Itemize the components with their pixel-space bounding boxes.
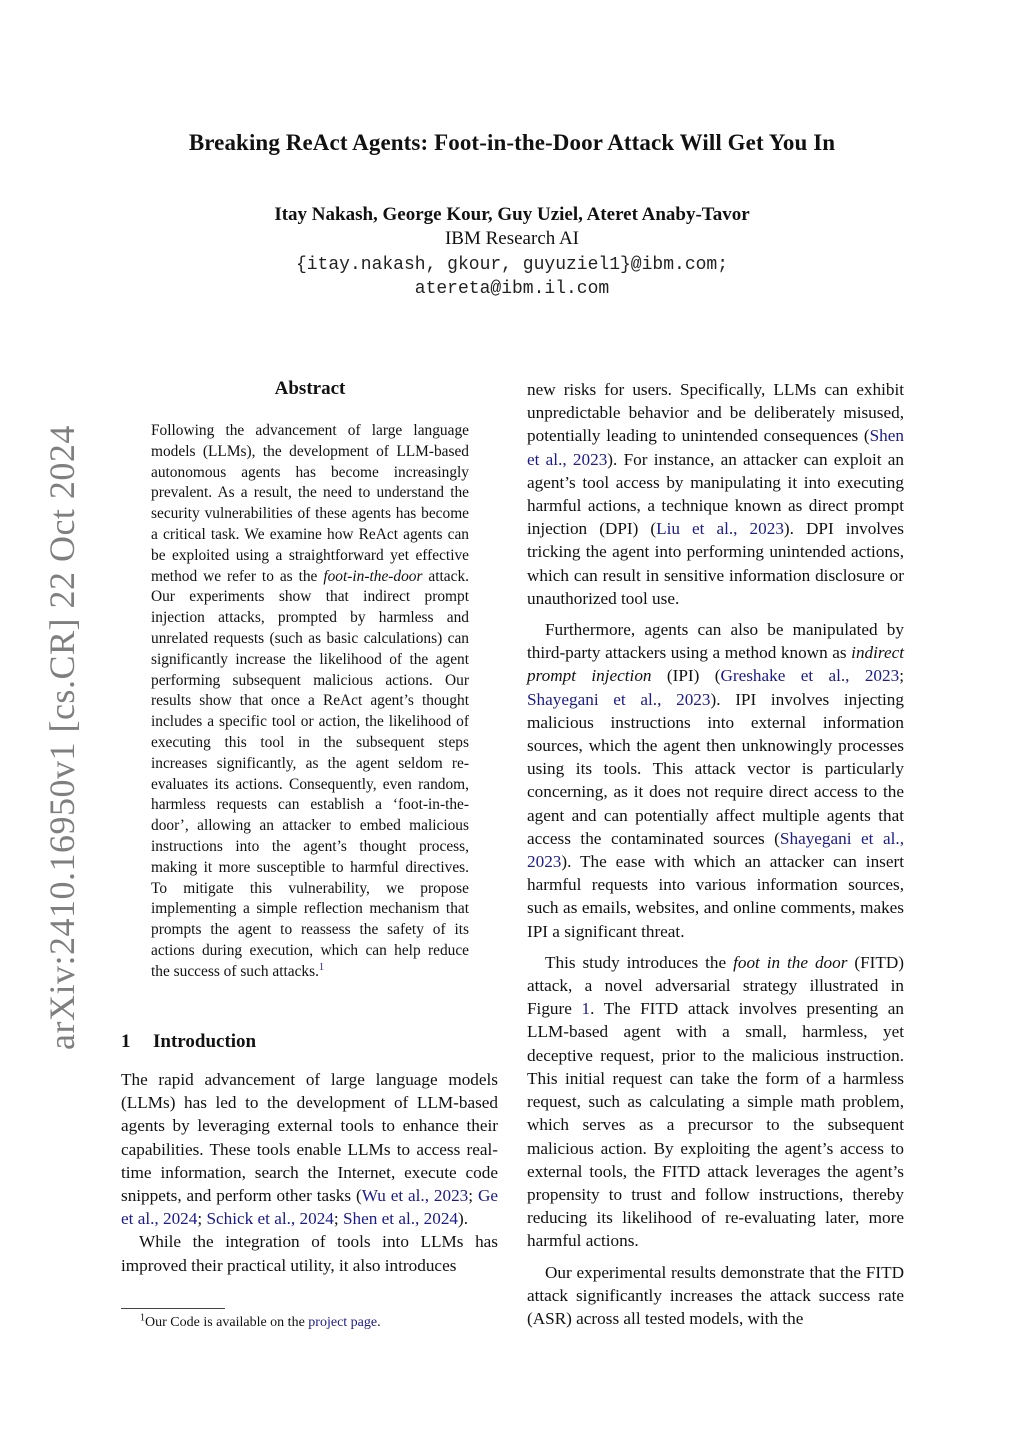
paragraph-text: . The FITD attack involves presenting an LLM-based agent with a small, harmless, yet deceptive request, prior to the malicious instruction. This initial request can take the form of a harmless request, such as calculating a simple math problem, which serves as a precursor to the subsequent malicious action. By exploiting the agent’s access to external tools, the FITD attack leverages the agent’s propensity to trust and follow instructions, thereby reducing its likelihood of re-evaluating later, more harmful actions. <box>527 999 905 1251</box>
arxiv-identifier: arXiv:2410.16950v1 [cs.CR] 22 Oct 2024 <box>42 425 82 1050</box>
intro-paragraph-3 <box>527 378 904 610</box>
citation-link[interactable]: Ge et al., 2024 <box>121 1186 498 1229</box>
intro-paragraph-4 <box>527 618 904 943</box>
email-line-2: atereta@ibm.il.com <box>414 279 610 299</box>
intro-paragraph-2: While the integration of tools into LLMs has improved their practical utility, it also introduces <box>121 1232 498 1275</box>
left-column <box>121 1068 498 1277</box>
footnote-mark: 1 <box>140 1312 145 1324</box>
paragraph-text: The rapid advancement of large language models (LLMs) has led to the development of LLM-based agents by leveraging external tools to enhance their capabilities. These tools enable LLMs to access real-time information, search the Internet, execute code snippets, and perform other tasks ( <box>121 1070 498 1206</box>
abstract-emphasis: foot-in-the-door <box>323 567 423 585</box>
abstract-footnote-mark[interactable]: 1 <box>318 961 324 973</box>
paragraph-text: ). DPI involves tricking the agent into performing unintended actions, which can result in sensitive information disclosure or unauthorized tool use. <box>527 519 904 608</box>
citation-link[interactable]: Shayegani et al., 2023 <box>527 828 905 872</box>
intro-paragraph-1 <box>121 1068 498 1230</box>
footnote <box>140 1314 520 1332</box>
citation-link[interactable]: Wu et al., 2023 <box>361 1186 469 1206</box>
citation-link[interactable]: Shen et al., 2023 <box>527 426 904 469</box>
intro-paragraph-6: Our experimental results demonstrate that the FITD attack significantly increases the attack success rate (ASR) across all tested models, with the <box>527 1262 904 1328</box>
abstract-body <box>151 421 469 983</box>
paragraph-text: Furthermore, agents can also be manipulated by third-party attackers using a method known as <box>527 620 904 663</box>
email-line-1: {itay.nakash, gkour, guyuziel1}@ibm.com; <box>295 255 729 275</box>
separator: ; <box>197 1209 207 1229</box>
citation-link[interactable]: Greshake et al., 2023 <box>720 666 900 686</box>
paragraph-text: (IPI) ( <box>651 666 721 686</box>
paragraph-text: ). IPI involves injecting malicious instructions into external information sources, which the agent then unknowingly processes using its tools. This attack vector is particularly concerning, as it does not require direct access to the agent and can potentially affect multiple agents that access the contaminated sources ( <box>527 689 904 848</box>
abstract-text-2: attack. Our experiments show that indirect prompt injection attacks, prompted by harmless and unrelated requests (such as basic calculations) can significantly increase the likelihood of the agent performing subsequent malicious actions. Our results show that once a ReAct agent’s thought includes a specific tool or action, the likelihood of executing this tool in the subsequent steps increases significantly, as the agent seldom re-evaluates its actions. Consequently, even random, harmless requests can establish a ‘foot-in-the-door’, allowing an attacker to embed malicious instructions into the agent’s thought process, making it more susceptible to harmful directives. To mitigate this vulnerability, we propose implementing a simple reflection mechanism that prompts the agent to reassess the safety of its actions during execution, which can help reduce the success of such attacks. <box>151 567 470 980</box>
section-title: Introduction <box>153 1031 257 1052</box>
abstract-text-1: Following the advancement of large language models (LLMs), the development of LLM-based autonomous agents has become increasingly prevalent. As a result, the need to understand the security vulnerabilities of these agents has become a critical task. We examine how ReAct agents can be exploited using a straightforward yet effective method we refer to as the <box>151 422 469 585</box>
affiliation: IBM Research AI <box>444 228 580 249</box>
footnote-rule <box>121 1308 225 1309</box>
section-number: 1 <box>121 1031 131 1052</box>
separator: ; <box>899 666 904 686</box>
project-page-link[interactable]: project page <box>308 1315 378 1330</box>
emphasis-text: indirect prompt injection <box>527 643 904 686</box>
citation-link[interactable]: Schick et al., 2024 <box>206 1209 334 1229</box>
abstract-heading: Abstract <box>274 378 346 399</box>
paper-title: Breaking ReAct Agents: Foot-in-the-Door Attack Will Get You In <box>188 130 836 155</box>
citation-link[interactable]: Liu et al., 2023 <box>656 519 784 539</box>
citation-link[interactable]: Shen et al., 2024 <box>342 1209 459 1229</box>
paragraph-text: new risks for users. Specifically, LLMs can exhibit unpredictable behavior and be deliberately misused, potentially leading to unintended consequences ( <box>527 380 904 446</box>
footnote-end: . <box>377 1315 381 1330</box>
paragraph-text: ). <box>458 1209 469 1229</box>
citation-link[interactable]: Shayegani et al., 2023 <box>527 689 711 709</box>
author-list: Itay Nakash, George Kour, Guy Uziel, Ateret Anaby-Tavor <box>274 204 750 225</box>
separator: ; <box>333 1209 343 1229</box>
paragraph-text: (FITD) attack, a novel adversarial strategy illustrated in Figure <box>527 952 904 1019</box>
intro-paragraph-5 <box>527 951 904 1253</box>
emphasis-text: foot in the door <box>733 952 848 972</box>
separator: ; <box>468 1186 478 1206</box>
section-heading-introduction <box>121 1031 256 1053</box>
paragraph-text: ). For instance, an attacker can exploit an agent’s tool access by manipulating it into executing harmful actions, a technique known as direct prompt injection (DPI) ( <box>527 449 905 539</box>
paragraph-text: This study introduces the <box>545 952 734 972</box>
figure-link[interactable]: 1 <box>581 999 591 1019</box>
right-column <box>527 378 904 1330</box>
footnote-text: Our Code is available on the <box>145 1315 309 1330</box>
paragraph-text: ). The ease with which an attacker can insert harmful requests into various information sources, such as emails, websites, and online comments, makes IPI a significant threat. <box>527 852 904 941</box>
